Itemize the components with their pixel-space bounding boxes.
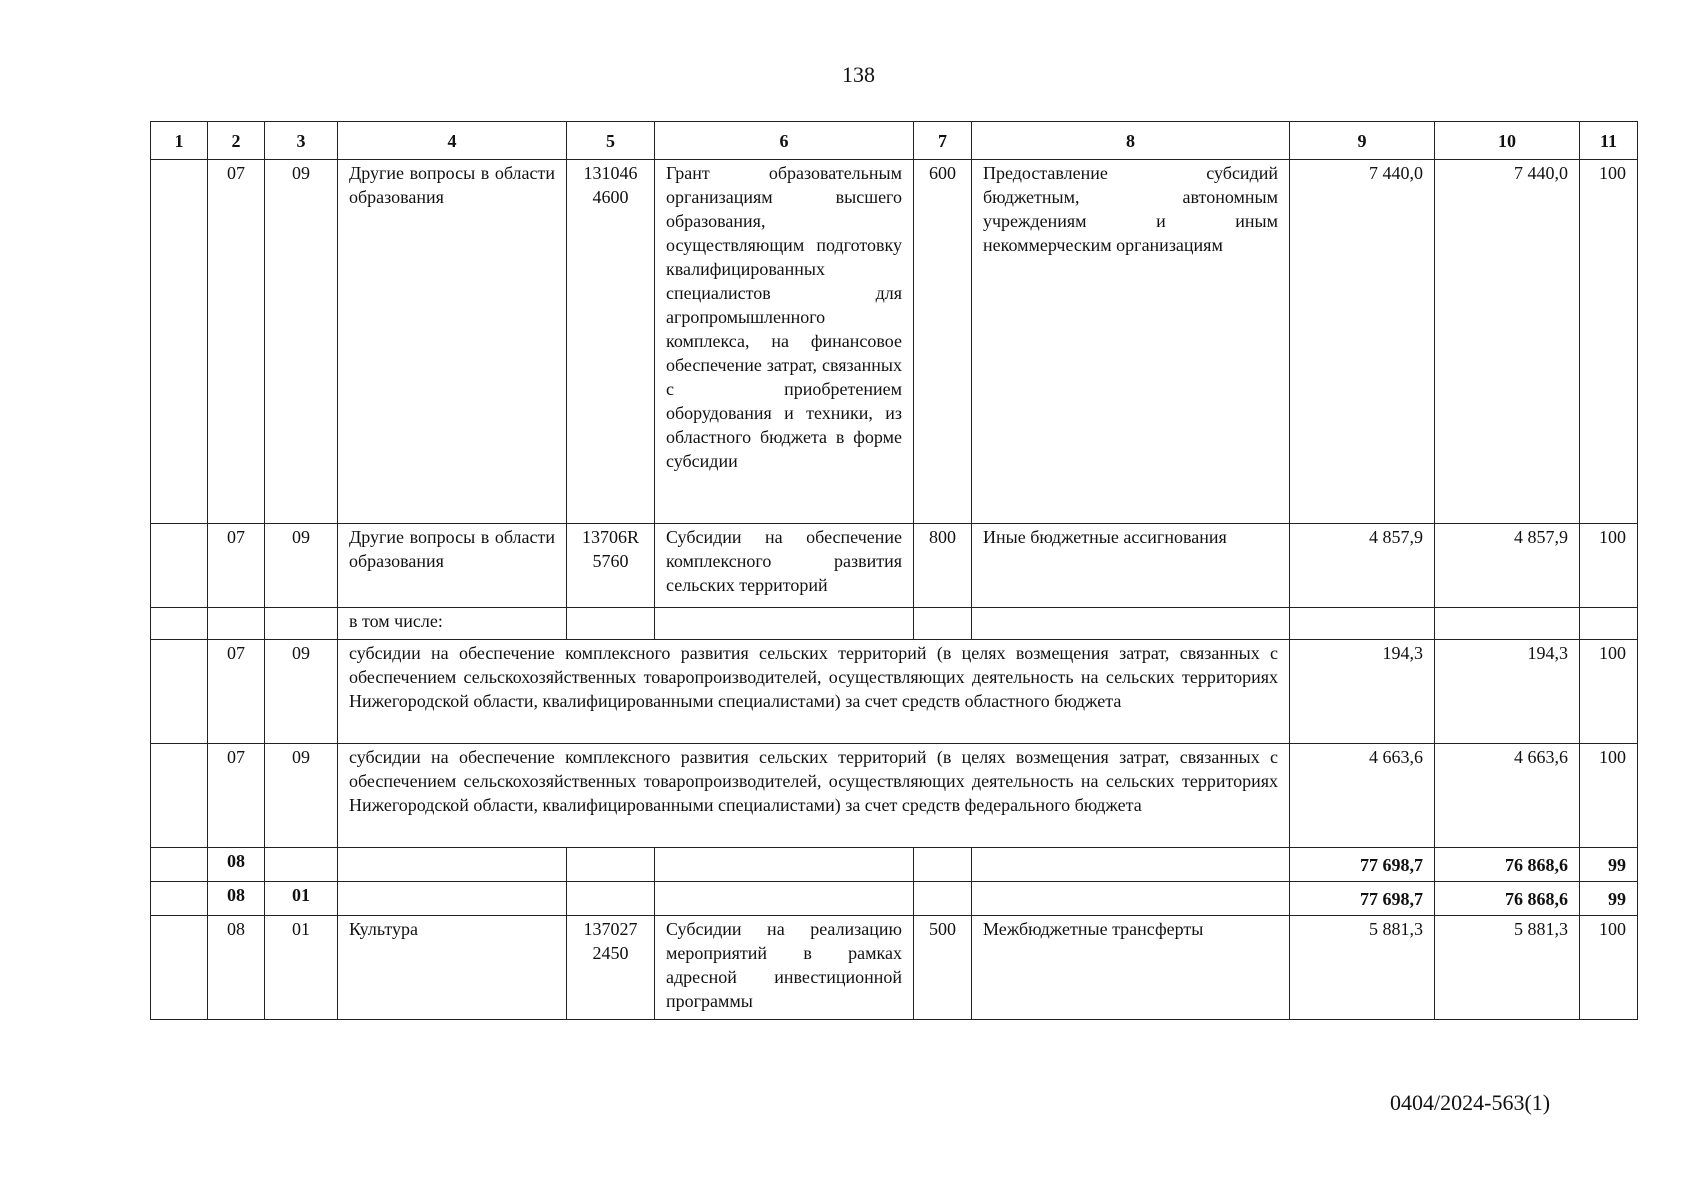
- section-name: Другие вопросы в области образования: [338, 160, 567, 524]
- table-cell: [151, 608, 208, 640]
- target-article-code: 131046 4600: [567, 160, 655, 524]
- header-cell: 8: [972, 122, 1290, 160]
- amount-planned: 5 881,3: [1290, 916, 1435, 1020]
- target-article-code: 137027 2450: [567, 916, 655, 1020]
- table-cell: [151, 640, 208, 744]
- table-cell: [208, 608, 265, 640]
- expense-type-name: Предоставление субсидий бюджетным, автономным учреждениям и иным некоммерческим организациям: [972, 160, 1290, 524]
- document-code: 0404/2024-563(1): [1390, 1090, 1551, 1115]
- table-cell: [567, 848, 655, 882]
- section-code: 07: [208, 744, 265, 848]
- execution-percent: 99: [1580, 848, 1638, 882]
- table-cell: [151, 744, 208, 848]
- section-code: 08: [208, 848, 265, 882]
- header-cell: 11: [1580, 122, 1638, 160]
- header-cell: 3: [265, 122, 338, 160]
- amount-executed: 4 663,6: [1435, 744, 1580, 848]
- amount-planned: 194,3: [1290, 640, 1435, 744]
- table-cell: [151, 848, 208, 882]
- table-row: [151, 848, 1638, 882]
- header-cell: 9: [1290, 122, 1435, 160]
- subsection-code: 09: [265, 160, 338, 524]
- subsection-code: 09: [265, 744, 338, 848]
- expense-type-code: 600: [914, 160, 972, 524]
- subsection-code: 09: [265, 524, 338, 608]
- table-cell: [1290, 608, 1435, 640]
- section-code: 08: [208, 882, 265, 916]
- header-cell: 6: [655, 122, 914, 160]
- table-row: [151, 882, 1638, 916]
- amount-executed: 5 881,3: [1435, 916, 1580, 1020]
- execution-percent: 100: [1580, 916, 1638, 1020]
- target-article-code: 13706R 5760: [567, 524, 655, 608]
- budget-table: [150, 121, 1638, 1020]
- table-cell: [338, 882, 567, 916]
- subsection-code: [265, 848, 338, 882]
- table-header-row: [151, 122, 1638, 160]
- subsidy-description: субсидии на обеспечение комплексного развития сельских территорий (в целях возмещения затрат, связанных с обеспечением сельскохозяйственных товаропроизводителей, осуществляющих деятельность на сельских территориях Нижегородской области, квалифицированными специалистами) за счет средств федерального бюджета: [338, 744, 1290, 848]
- table-row: [151, 160, 1638, 524]
- target-article-name: Грант образовательным организациям высшего образования, осуществляющим подготовку квалифицированных специалистов для агропромышленного комплекса, на финансовое обеспечение затрат, связанных с приобретением оборудования и техники, из областного бюджета в форме субсидии: [655, 160, 914, 524]
- section-code: 07: [208, 640, 265, 744]
- header-cell: 10: [1435, 122, 1580, 160]
- table-cell: [914, 608, 972, 640]
- including-label: в том числе:: [338, 608, 567, 640]
- table-cell: [972, 848, 1290, 882]
- subsection-code: 01: [265, 916, 338, 1020]
- table-row: [151, 640, 1638, 744]
- table-cell: [567, 608, 655, 640]
- target-article-name: Субсидии на обеспечение комплексного развития сельских территорий: [655, 524, 914, 608]
- amount-planned: 7 440,0: [1290, 160, 1435, 524]
- table-cell: [265, 608, 338, 640]
- subsidy-description: субсидии на обеспечение комплексного развития сельских территорий (в целях возмещения затрат, связанных с обеспечением сельскохозяйственных товаропроизводителей, осуществляющих деятельность на сельских территориях Нижегородской области, квалифицированными специалистами) за счет средств областного бюджета: [338, 640, 1290, 744]
- amount-planned: 4 663,6: [1290, 744, 1435, 848]
- table-cell: [655, 608, 914, 640]
- target-article-name: Субсидии на реализацию мероприятий в рамках адресной инвестиционной программы: [655, 916, 914, 1020]
- execution-percent: 100: [1580, 160, 1638, 524]
- table-cell: [151, 524, 208, 608]
- execution-percent: 100: [1580, 640, 1638, 744]
- table-cell: [914, 848, 972, 882]
- execution-percent: 99: [1580, 882, 1638, 916]
- execution-percent: 100: [1580, 524, 1638, 608]
- header-cell: 4: [338, 122, 567, 160]
- table-cell: [972, 608, 1290, 640]
- amount-planned: 77 698,7: [1290, 848, 1435, 882]
- table-row: [151, 916, 1638, 1020]
- table-cell: [151, 882, 208, 916]
- table-row: [151, 524, 1638, 608]
- table-cell: [972, 882, 1290, 916]
- section-code: 07: [208, 160, 265, 524]
- amount-planned: 4 857,9: [1290, 524, 1435, 608]
- amount-executed: 4 857,9: [1435, 524, 1580, 608]
- table-row: [151, 608, 1638, 640]
- subsection-code: 09: [265, 640, 338, 744]
- amount-executed: 76 868,6: [1435, 882, 1580, 916]
- section-code: 08: [208, 916, 265, 1020]
- expense-type-code: 500: [914, 916, 972, 1020]
- amount-planned: 77 698,7: [1290, 882, 1435, 916]
- section-code: 07: [208, 524, 265, 608]
- section-name: Культура: [338, 916, 567, 1020]
- header-cell: 5: [567, 122, 655, 160]
- header-cell: 2: [208, 122, 265, 160]
- table-cell: [1580, 608, 1638, 640]
- amount-executed: 194,3: [1435, 640, 1580, 744]
- subsection-code: 01: [265, 882, 338, 916]
- header-cell: 7: [914, 122, 972, 160]
- table-row: [151, 744, 1638, 848]
- table-cell: [914, 882, 972, 916]
- table-cell: [567, 882, 655, 916]
- table-cell: [151, 916, 208, 1020]
- table-cell: [655, 882, 914, 916]
- amount-executed: 7 440,0: [1435, 160, 1580, 524]
- execution-percent: 100: [1580, 744, 1638, 848]
- table-cell: [151, 160, 208, 524]
- amount-executed: 76 868,6: [1435, 848, 1580, 882]
- expense-type-code: 800: [914, 524, 972, 608]
- section-name: Другие вопросы в области образования: [338, 524, 567, 608]
- table-cell: [655, 848, 914, 882]
- expense-type-name: Иные бюджетные ассигнования: [972, 524, 1290, 608]
- page-number: 138: [842, 62, 875, 87]
- table-cell: [1435, 608, 1580, 640]
- header-cell: 1: [151, 122, 208, 160]
- expense-type-name: Межбюджетные трансферты: [972, 916, 1290, 1020]
- table-cell: [338, 848, 567, 882]
